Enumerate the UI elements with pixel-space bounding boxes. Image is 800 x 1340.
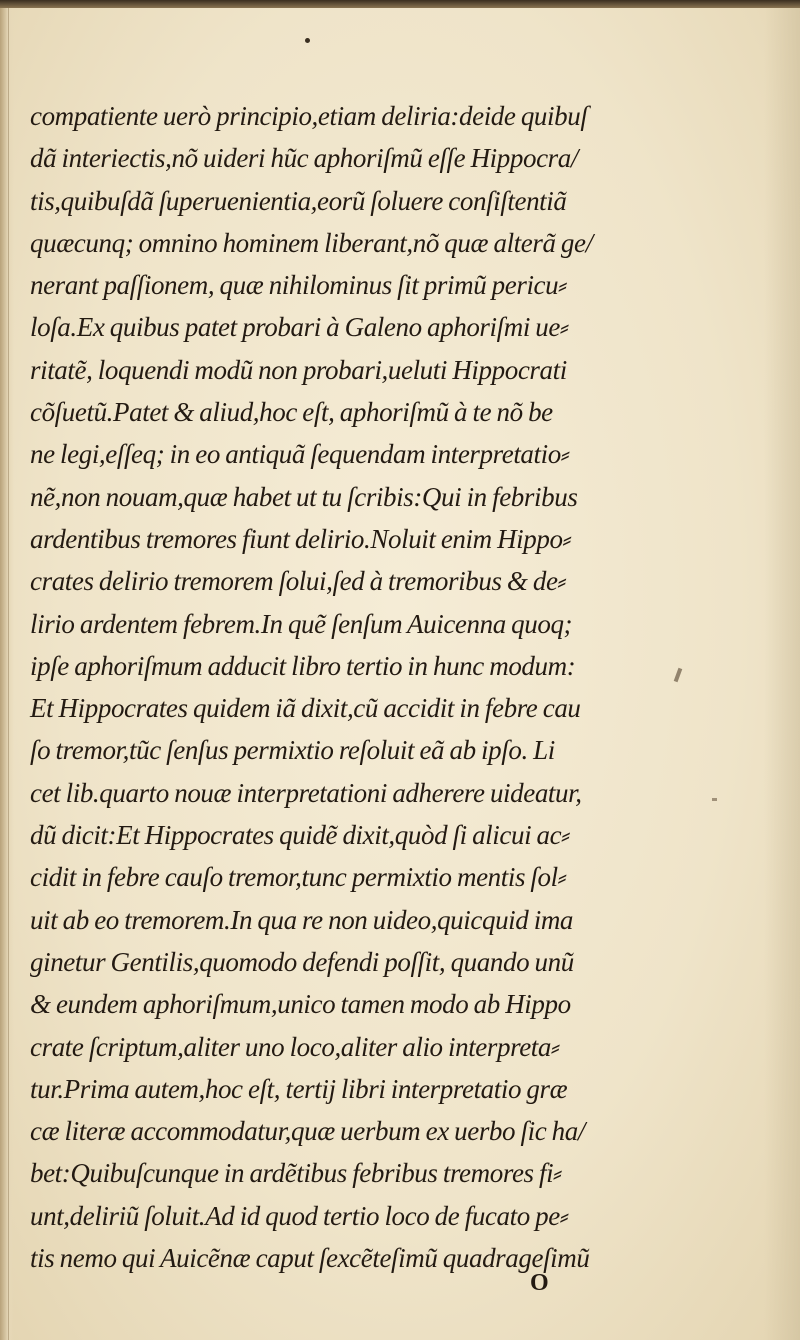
page-top-edge — [0, 0, 800, 8]
ink-speck — [305, 38, 310, 43]
text-line: unt,deliriũ ſoluit.Ad id quod tertio loco de fucato pe⸗ — [30, 1200, 569, 1231]
text-line: cet lib.quarto nouæ interpretationi adherere uideatur, — [30, 777, 582, 808]
text-line: cidit in febre cauſo tremor,tunc permixtio mentis ſol⸗ — [30, 862, 567, 893]
text-line: ginetur Gentilis,quomodo defendi poſſit, quando unũ — [30, 946, 574, 977]
text-line: cæ literæ accommodatur,quæ uerbum ex uerbo ſic ha/ — [30, 1116, 585, 1147]
text-line: crate ſcriptum,aliter uno loco,aliter alio interpreta⸗ — [30, 1031, 560, 1062]
text-line: Et Hippocrates quidem iã dixit,cũ accidit in febre cau — [30, 693, 581, 724]
text-line: nerant paſſionem, quæ nihilominus ſit primũ pericu⸗ — [30, 270, 567, 301]
text-line: crates delirio tremorem ſolui,ſed à tremoribus & de⸗ — [30, 566, 567, 597]
text-line: tur.Prima autem,hoc eſt, tertij libri interpretatio græ — [30, 1073, 568, 1104]
text-line: loſa.Ex quibus patet probari à Galeno aphoriſmi ue⸗ — [30, 312, 569, 343]
text-line: ritatẽ, loquendi modũ non probari,ueluti Hippocrati — [30, 354, 567, 385]
gutter-line — [8, 8, 9, 1340]
text-line: ne legi,eſſeq; in eo antiquã ſequendam interpretatio⸗ — [30, 439, 570, 470]
text-line: & eundem aphoriſmum,unico tamen modo ab Hippo — [30, 989, 571, 1020]
signature-mark: O — [530, 1270, 549, 1296]
body-text — [30, 95, 770, 1279]
binding-gutter — [0, 8, 14, 1340]
text-line: ipſe aphoriſmum adducit libro tertio in hunc modum: — [30, 650, 576, 681]
text-line: tis nemo qui Auicẽnæ caput ſexcẽteſimũ quadrageſimũ — [30, 1243, 590, 1274]
text-line: nẽ,non nouam,quæ habet ut tu ſcribis:Qui in febribus — [30, 481, 578, 512]
text-line: dã interiectis,nõ uideri hũc aphoriſmũ eſſe Hippocra/ — [30, 143, 578, 174]
text-line: ardentibus tremores fiunt delirio.Noluit enim Hippo⸗ — [30, 523, 572, 554]
text-line: uit ab eo tremorem.In qua re non uideo,quicquid ima — [30, 904, 574, 935]
text-line: dũ dicit:Et Hippocrates quidẽ dixit,quòd ſi alicui ac⸗ — [30, 820, 570, 851]
text-line: lirio ardentem febrem.In quẽ ſenſum Auicenna quoq; — [30, 608, 573, 639]
text-line: quæcunq; omnino hominem liberant,nõ quæ alterã ge/ — [30, 227, 593, 258]
text-line: tis,quibuſdã ſuperuenientia,eorũ ſoluere conſiſtentiã — [30, 185, 567, 216]
text-line: bet:Quibuſcunque in ardẽtibus febribus tremores fi⸗ — [30, 1158, 562, 1189]
text-line: compatiente uerò principio,etiam deliria:deide quibuſ — [30, 101, 588, 131]
text-line: cõſuetũ.Patet & aliud,hoc eſt, aphoriſmũ à te nõ be — [30, 397, 553, 428]
text-line: ſo tremor,tũc ſenſus permixtio reſoluit eã ab ipſo. Li — [30, 735, 555, 766]
